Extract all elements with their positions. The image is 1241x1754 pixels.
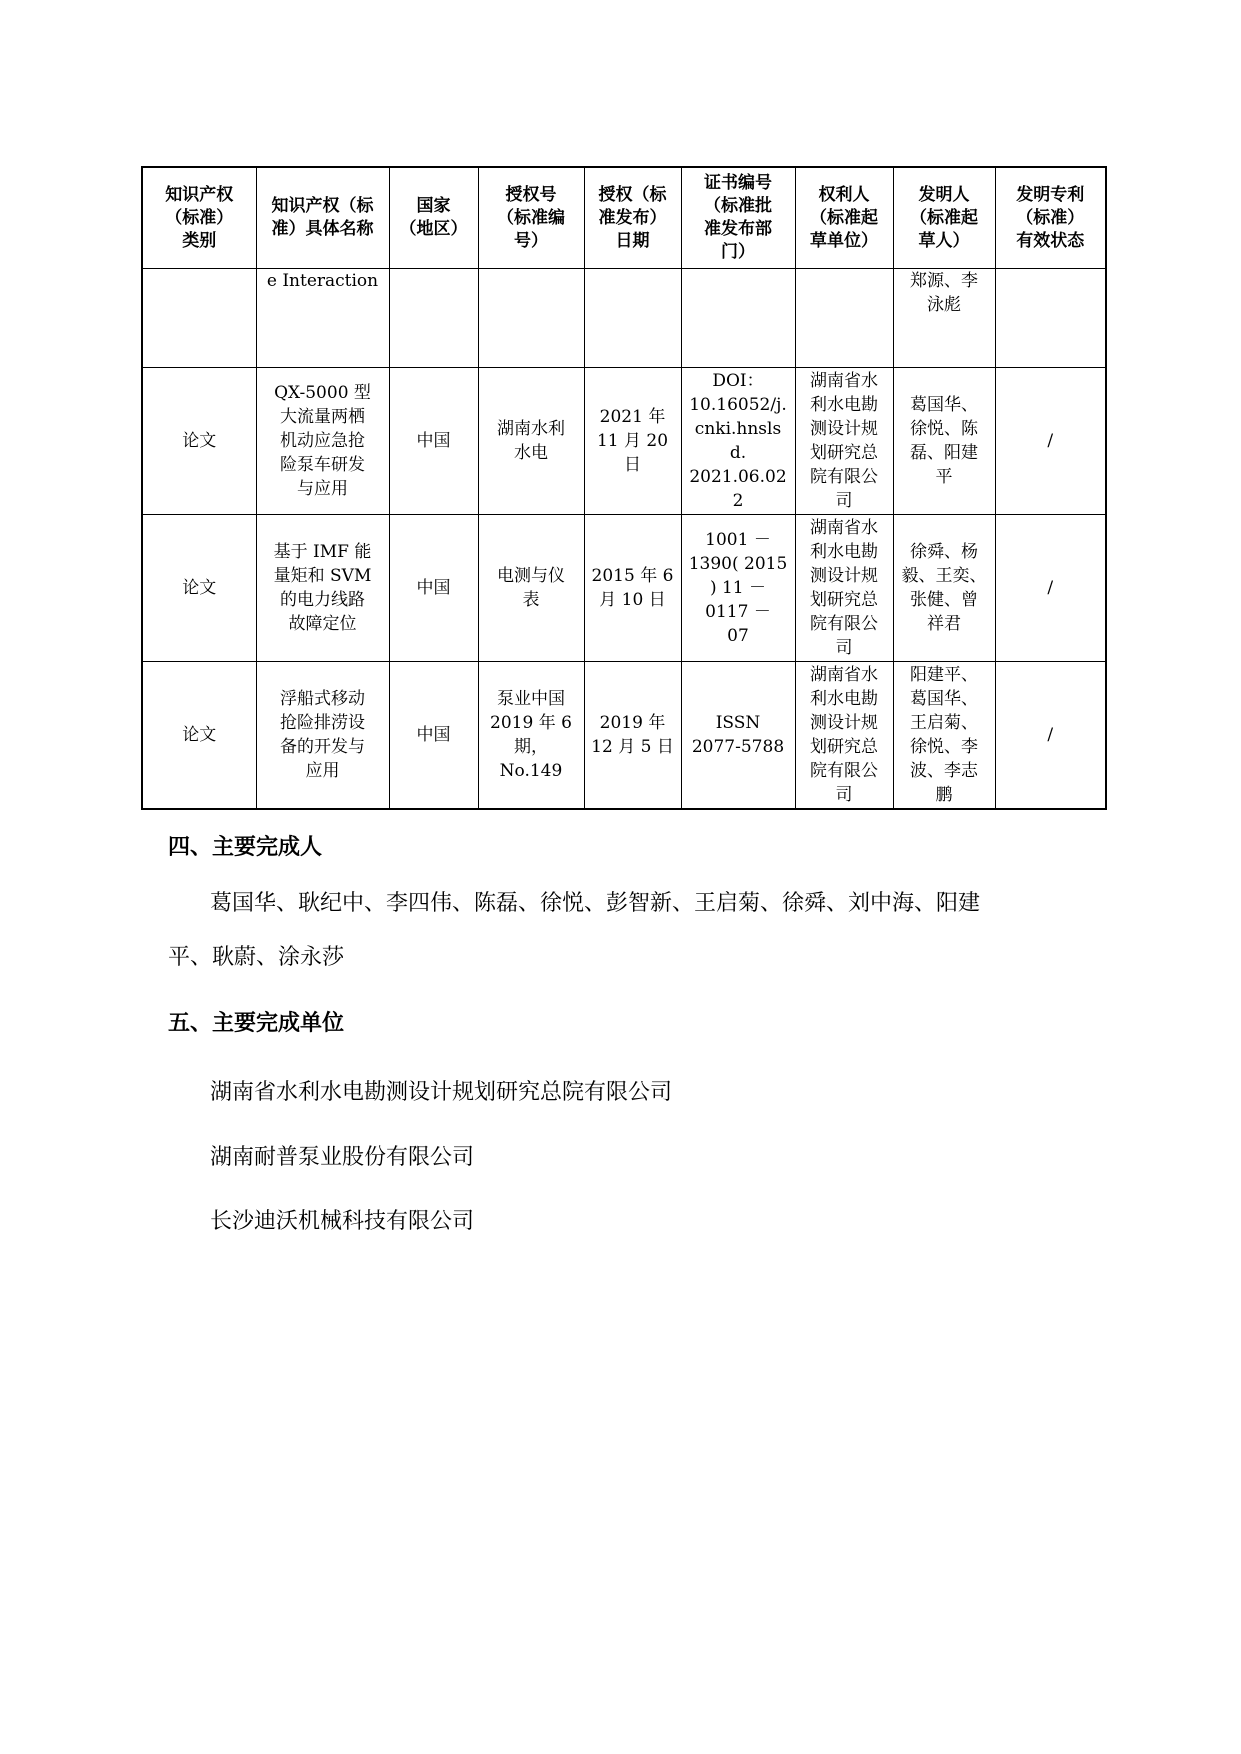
table-row	[142, 515, 1106, 662]
cell-date: 2019 年 12 月 5 日	[584, 662, 681, 810]
unit-item: 长沙迪沃机械科技有限公司	[210, 1209, 475, 1234]
header-owner: 权利人 （标准起 草单位）	[795, 167, 893, 269]
header-category: 知识产权 （标准） 类别	[142, 167, 256, 269]
cell-inventors: 葛国华、 徐悦、陈 磊、阳建 平	[893, 368, 995, 515]
unit-item: 湖南省水利水电勘测设计规划研究总院有限公司	[210, 1080, 673, 1105]
section-4-line-1: 葛国华、耿纪中、李四伟、陈磊、徐悦、彭智新、王启菊、徐舜、刘中海、阳建	[210, 891, 981, 916]
cell-name: 浮船式移动 抢险排涝设 备的开发与 应用	[256, 662, 389, 810]
cell-owner: 湖南省水 利水电勘 测设计规 划研究总 院有限公 司	[795, 662, 893, 810]
cell-owner	[795, 269, 893, 368]
header-name: 知识产权（标 准）具体名称	[256, 167, 389, 269]
cell-date: 2021 年 11 月 20 日	[584, 368, 681, 515]
cell-inventors: 郑源、李 泳彪	[893, 269, 995, 368]
cell-owner: 湖南省水 利水电勘 测设计规 划研究总 院有限公 司	[795, 368, 893, 515]
cell-cert: DOI： 10.16052/j. cnki.hnslsd. 2021.06.02 2	[681, 368, 795, 515]
cell-name: 基于 IMF 能 量矩和 SVM 的电力线路 故障定位	[256, 515, 389, 662]
cell-number: 泵业中国 2019 年 6 期， No.149	[478, 662, 584, 810]
cell-category: 论文	[142, 368, 256, 515]
cell-number: 电测与仪 表	[478, 515, 584, 662]
unit-item: 湖南耐普泵业股份有限公司	[210, 1145, 475, 1170]
header-cert: 证书编号 （标准批 准发布部 门）	[681, 167, 795, 269]
ip-table	[141, 166, 1107, 810]
cell-country: 中国	[389, 368, 478, 515]
cell-category	[142, 269, 256, 368]
header-date: 授权（标 准发布） 日期	[584, 167, 681, 269]
table-row	[142, 368, 1106, 515]
cell-inventors: 徐舜、杨 毅、王奕、 张健、曾 祥君	[893, 515, 995, 662]
cell-number: 湖南水利 水电	[478, 368, 584, 515]
cell-status: /	[995, 515, 1106, 662]
section-4-line-2: 平、耿蔚、涂永莎	[168, 945, 345, 970]
cell-name: QX-5000 型 大流量两栖 机动应急抢 险泵车研发 与应用	[256, 368, 389, 515]
cell-inventors: 阳建平、 葛国华、 王启菊、 徐悦、李 波、李志 鹏	[893, 662, 995, 810]
cell-date	[584, 269, 681, 368]
cell-status	[995, 269, 1106, 368]
section-5-title: 五、主要完成单位	[168, 1010, 345, 1036]
cell-category: 论文	[142, 515, 256, 662]
cell-owner: 湖南省水 利水电勘 测设计规 划研究总 院有限公 司	[795, 515, 893, 662]
cell-status: /	[995, 368, 1106, 515]
cell-name: e Interaction	[256, 269, 389, 368]
cell-status: /	[995, 662, 1106, 810]
cell-category: 论文	[142, 662, 256, 810]
section-4-title: 四、主要完成人	[168, 834, 323, 860]
table-row	[142, 269, 1106, 368]
header-country: 国家 （地区）	[389, 167, 478, 269]
header-inventors: 发明人 （标准起 草人）	[893, 167, 995, 269]
cell-cert	[681, 269, 795, 368]
table-row	[142, 662, 1106, 810]
cell-country	[389, 269, 478, 368]
cell-cert: ISSN 2077-5788	[681, 662, 795, 810]
header-number: 授权号 （标准编 号）	[478, 167, 584, 269]
table-header-row	[142, 167, 1106, 269]
cell-date: 2015 年 6 月 10 日	[584, 515, 681, 662]
cell-country: 中国	[389, 515, 478, 662]
cell-number	[478, 269, 584, 368]
header-status: 发明专利 （标准） 有效状态	[995, 167, 1106, 269]
cell-cert: 1001 － 1390( 2015 ) 11 － 0117 － 07	[681, 515, 795, 662]
cell-country: 中国	[389, 662, 478, 810]
